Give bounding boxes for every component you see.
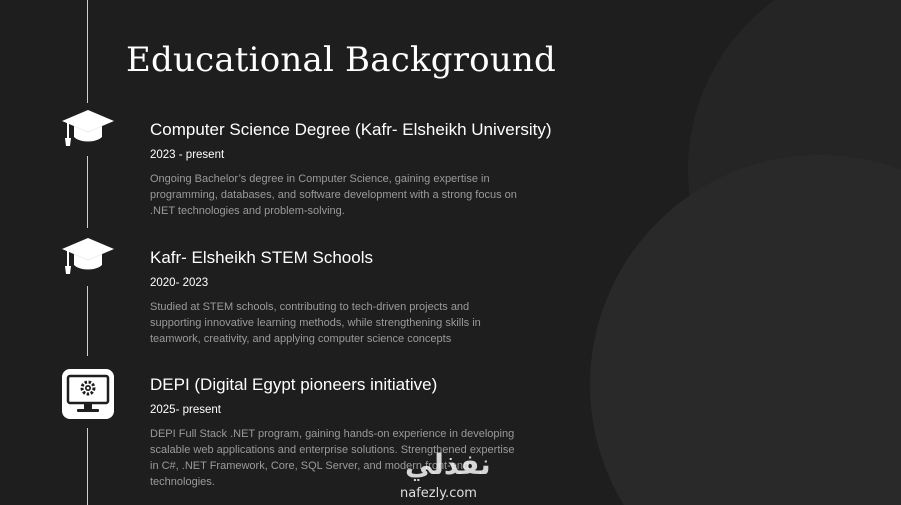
entry-description: Studied at STEM schools, contributing to tech-driven projects and supporting innovative learning methods, while strengthening skills in teamwork, creativity, and applying computer science concepts [150,301,481,345]
page-title: Educational Background [126,40,556,80]
watermark-logo [395,448,510,503]
graduation-cap-icon [60,236,116,276]
watermark-arabic: نفذلي [405,448,491,481]
entry-date: 2020- 2023 [150,277,209,289]
computer-settings-icon [62,369,114,419]
entry-title: Kafr- Elsheikh STEM Schools [150,248,373,267]
entry-date: 2025- present [150,404,221,416]
timeline-line [87,0,88,103]
background-circle [590,155,901,505]
entry-title: Computer Science Degree (Kafr- Elsheikh University) [150,120,552,139]
entry-description: Ongoing Bachelor’s degree in Computer Science, gaining expertise in programming, databases, and software development with a strong focus on .NET technologies and problem-solving. [150,173,517,217]
timeline-line [87,156,88,228]
timeline-line [87,286,88,356]
timeline-line [87,428,88,505]
education-entry [150,248,590,347]
watermark-url: nafezly.com [400,486,477,501]
entry-title: DEPI (Digital Egypt pioneers initiative) [150,375,438,394]
entry-date: 2023 - present [150,149,225,161]
graduation-cap-icon [60,108,116,148]
education-entry [150,120,590,219]
entry-description: DEPI Full Stack .NET program, gaining hands-on experience in developing scalable web applications and enterprise solutions. Strengthened expertise in C#, .NET Framework, Core, SQL Server, and modern front-end technologies. [150,428,515,488]
education-entry [150,375,590,490]
